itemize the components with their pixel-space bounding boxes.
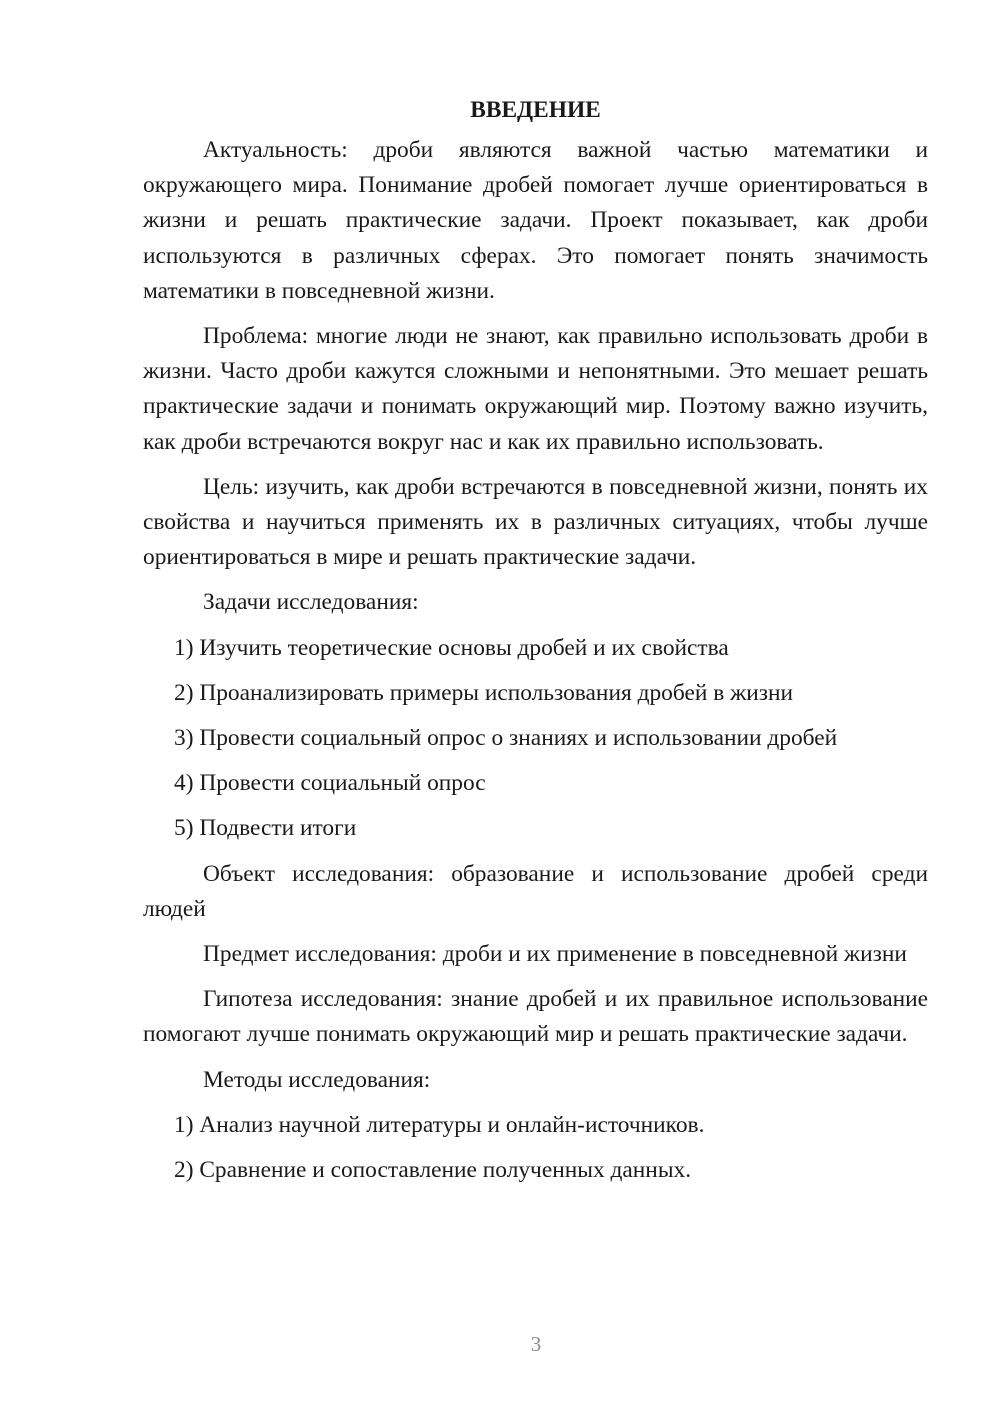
object-paragraph: Объект исследования: образование и использование дробей среди людей	[143, 860, 928, 922]
hypothesis-paragraph: Гипотеза исследования: знание дробей и их правильное использование помогают лучше понимать окружающий мир и решать практические задачи.	[143, 986, 928, 1048]
list-item: 1) Изучить теоретические основы дробей и их свойства	[174, 634, 729, 661]
list-item: 3) Провести социальный опрос о знаниях и использовании дробей	[174, 725, 838, 752]
subject-paragraph: Предмет исследования: дроби и их применение в повседневной жизни	[203, 941, 907, 968]
list-item: 2) Проанализировать примеры использования дробей в жизни	[174, 679, 794, 706]
document-body	[143, 92, 928, 1198]
section-title: ВВЕДЕНИЕ	[470, 97, 601, 123]
methods-list	[143, 1108, 928, 1188]
list-item: 4) Провести социальный опрос	[174, 770, 486, 797]
list-item: 5) Подвести итоги	[174, 815, 357, 842]
relevance-paragraph: Актуальность: дроби являются важной частью математики и окружающего мира. Понимание дробей помогает лучше ориентироваться в жизни и решать практические задачи. Проект показывает, как дроби используются в различных сферах. Это помогает понять значимость математики в повседневной жизни.	[143, 137, 928, 304]
problem-paragraph: Проблема: многие люди не знают, как правильно использовать дроби в жизни. Часто дроби кажутся сложными и непонятными. Это мешает решать практические задачи и понимать окружающий мир. Поэтому важно изучить, как дроби встречаются вокруг нас и как их правильно использовать.	[143, 323, 928, 455]
tasks-list	[143, 631, 928, 847]
page-number: 3	[530, 1332, 542, 1356]
goal-paragraph: Цель: изучить, как дроби встречаются в повседневной жизни, понять их свойства и научиться применять их в различных ситуациях, чтобы лучше ориентироваться в мире и решать практические задачи.	[143, 473, 928, 571]
methods-heading: Методы исследования:	[203, 1066, 431, 1093]
tasks-heading: Задачи исследования:	[203, 589, 419, 616]
list-item: 2) Сравнение и сопоставление полученных данных.	[174, 1157, 692, 1184]
list-item: 1) Анализ научной литературы и онлайн-источников.	[174, 1111, 705, 1138]
